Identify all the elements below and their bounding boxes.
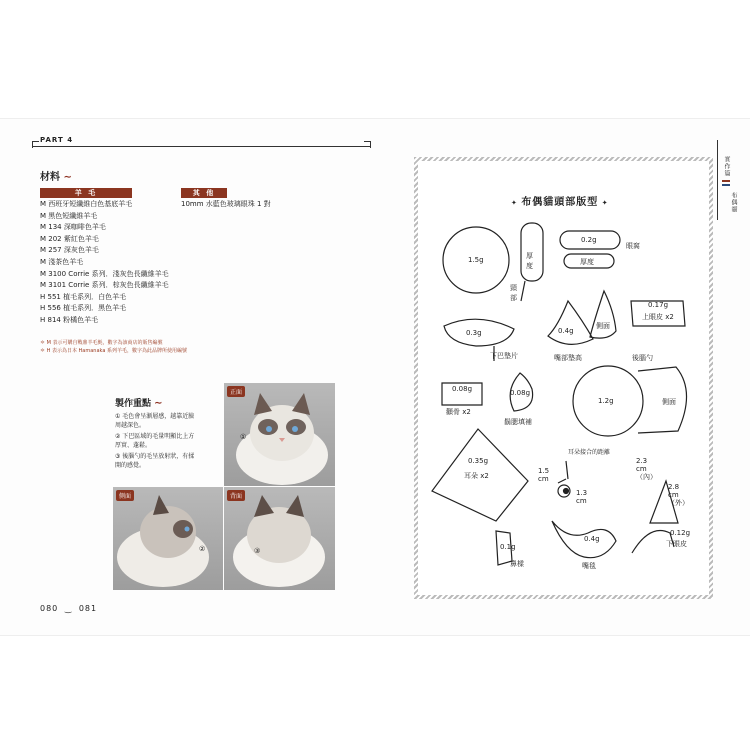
label-ear-weight: 0.4g [558, 327, 574, 335]
photo-back-label: 背面 [227, 490, 245, 501]
side-tab-line2: 布偶貓 [730, 192, 737, 213]
pattern-drawing [418, 161, 701, 587]
wool-item: H 551 植毛系列．白色羊毛 [40, 292, 127, 301]
photo-mark: ① [240, 433, 247, 441]
wool-item: H 556 植毛系列．黑色羊毛 [40, 304, 127, 313]
dim-value: 1.5 [538, 467, 550, 475]
page-number-left: 080 [40, 604, 59, 613]
dim-2-3 [636, 457, 657, 481]
pattern-title-text: 布偶貓頭部版型 [521, 197, 599, 208]
wool-item: M 3100 Corrie 系列．淺灰色長纖維羊毛 [40, 269, 169, 278]
dim-2-8 [668, 483, 689, 507]
label-fill-weight: 0.08g [510, 389, 531, 397]
label-ear-big-name: 耳朵 x2 [464, 472, 489, 480]
photo-front-label: 正面 [227, 386, 245, 397]
label-ear-big-weight: 0.35g [468, 457, 489, 465]
label-lid-weight: 0.12g [670, 529, 691, 537]
label-chin-name: 下巴墊片 [490, 352, 518, 360]
wool-item: M 3101 Corrie 系列．棕灰色長纖維羊毛 [40, 281, 169, 290]
label-mouth-weight: 0.4g [584, 535, 600, 543]
sparkle-icon: ✦ [598, 199, 609, 207]
part-label: PART 4 [40, 136, 74, 144]
pattern-frame [414, 157, 713, 599]
dim-unit: cm [636, 465, 647, 473]
point-item: ② 下巴區域的毛量明顯比上方厚實、蓬鬆。 [115, 433, 195, 449]
materials-title: 材料 [40, 172, 60, 183]
wool-item: M 西班牙短纖維白色基底羊毛 [40, 200, 133, 208]
label-nose-weight: 0.1g [500, 543, 516, 551]
label-nose-name: 鼻樑 [510, 560, 524, 568]
other-list [181, 199, 271, 211]
dim-note: （外） [668, 499, 689, 507]
label-brow-weight: 0.17g [648, 301, 669, 309]
sparkle-icon: ✦ [511, 199, 522, 207]
wool-item: M 257 深灰色羊毛 [40, 246, 99, 255]
other-tag: 其 他 [181, 188, 227, 198]
points-list [115, 412, 200, 472]
label-thickness: 厚度 [526, 252, 533, 270]
label-back-side: 側面 [662, 398, 676, 406]
page-numbers [40, 604, 97, 613]
dim-value: 2.3 [636, 457, 648, 465]
cat-back-illustration [224, 487, 335, 590]
wool-item: M 202 紫紅色羊毛 [40, 234, 99, 243]
label-mouth-name: 嘴毯 [582, 562, 596, 570]
materials-heading [40, 168, 72, 183]
label-cheek-thick: 厚度 [580, 258, 594, 266]
photo-mark: ② [199, 545, 206, 553]
dim-note: （內） [636, 473, 657, 481]
wool-tag: 羊 毛 [40, 188, 132, 198]
wool-item: M 134 深咖啡色羊毛 [40, 223, 106, 232]
label-eye-socket: 眼窩 [626, 242, 640, 250]
cat-side-illustration [113, 487, 223, 590]
label-brow-name: 上眼皮 x2 [642, 313, 674, 321]
points-heading [115, 396, 163, 409]
note-m: ＊ M 表示可購自戰鼎羊毛氈，數字為該商店的販售編號 [40, 340, 163, 346]
side-tab-line1: 實作篇 [723, 156, 730, 177]
label-lid-name: 下眼皮 [666, 540, 687, 548]
part-header-rule [33, 146, 370, 147]
part-header-right-corner [364, 141, 371, 148]
label-neck: 頸部 [510, 284, 517, 302]
dim-unit: cm [668, 491, 679, 499]
dim-unit: cm [538, 475, 549, 483]
wool-item: M 黑色短纖維羊毛 [40, 211, 98, 220]
label-cheek-weight: 0.2g [581, 236, 597, 244]
label-cheekbone-name: 顴骨 x2 [446, 408, 471, 416]
label-chin-weight: 0.3g [466, 329, 482, 337]
dim-1-3 [576, 489, 587, 505]
page-number-right: 081 [78, 604, 98, 613]
side-tab-marker-blue [722, 184, 730, 186]
dim-unit: cm [576, 497, 587, 505]
wool-item: H 814 粉橘色羊毛 [40, 315, 99, 324]
dim-1-5 [538, 467, 549, 483]
photo-mark: ③ [254, 547, 261, 555]
label-back-weight: 1.2g [598, 397, 614, 405]
label-back-head: 後腦勺 [632, 354, 653, 362]
smile-glyph: ‿ [64, 604, 73, 613]
wool-list [40, 199, 169, 327]
pattern-area [418, 161, 709, 595]
photo-side [113, 487, 223, 590]
photo-front [224, 383, 335, 486]
side-tab-marker-red [722, 180, 730, 182]
point-item: ③ 後腦勺的毛呈放射狀，有揉開的感覺。 [115, 453, 195, 469]
dim-value: 2.8 [668, 483, 680, 491]
wool-item: M 淺茶色羊毛 [40, 257, 84, 266]
photo-side-label: 側面 [116, 490, 134, 501]
side-tab-rule [717, 140, 718, 220]
label-cheekbone-weight: 0.08g [452, 385, 473, 393]
squiggle-icon: ∼ [154, 398, 163, 409]
label-fill-name: 鬍腮填補 [504, 418, 532, 426]
label-head-weight: 1.5g [468, 256, 484, 264]
points-title: 製作重點 [115, 399, 152, 409]
label-side: 側面 [596, 322, 610, 330]
point-item: ① 毛色會呈漸層感，越靠近臉周越深色。 [115, 413, 195, 429]
photo-back [224, 487, 335, 590]
squiggle-icon: ∼ [63, 172, 72, 183]
other-item: 10mm 水藍色玻璃眼珠 1 對 [181, 200, 271, 208]
label-mouth-pad: 嘴部墊高 [554, 354, 582, 362]
note-h: ＊ H 表示為日本 Hamanaka 系列羊毛，數字為此品牌所使用編號 [40, 348, 187, 354]
dim-value: 1.3 [576, 489, 588, 497]
label-ear-distance: 耳朵接合的距離 [568, 449, 611, 456]
